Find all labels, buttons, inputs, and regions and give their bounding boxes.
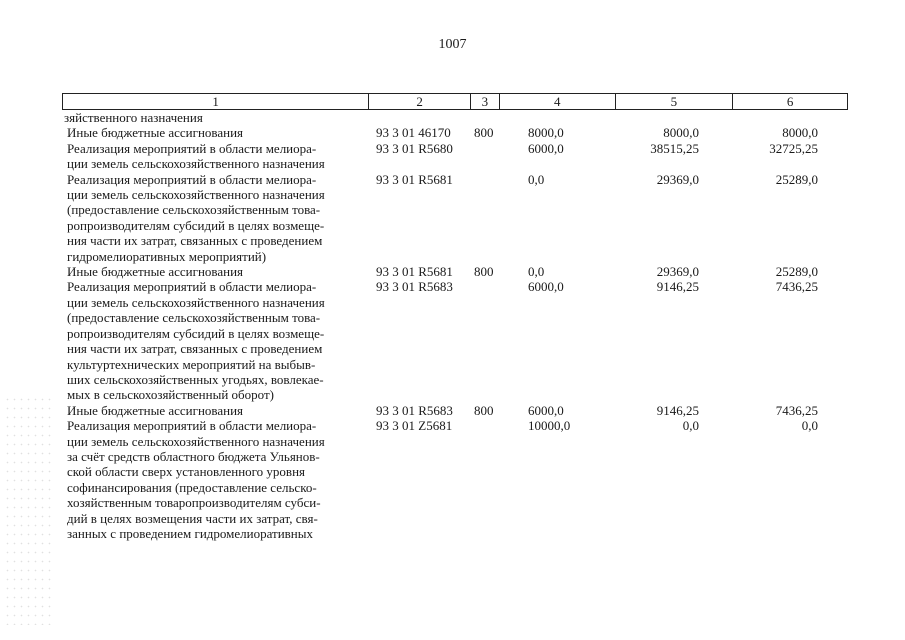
header-col-2: 2 xyxy=(369,94,471,109)
table-body xyxy=(62,110,848,541)
row-expense-type: 800 xyxy=(474,402,494,418)
row-code: 93 3 01 R5683 xyxy=(376,402,453,418)
page-number: 1007 xyxy=(438,37,467,52)
description-line: ции земель сельскохозяйственного назначения xyxy=(67,294,325,310)
row-description xyxy=(62,418,369,541)
description-line: Реализация мероприятий в области мелиора- xyxy=(67,140,317,156)
row-value-col-6: 7436,25 xyxy=(775,279,818,295)
description-line: Иные бюджетные ассигнования xyxy=(67,402,244,418)
description-line: (предоставление сельскохозяйственным това- xyxy=(67,310,321,326)
row-code: 93 3 01 46170 xyxy=(376,125,451,141)
row-value-col-4: 0,0 xyxy=(528,264,545,280)
description-line: занных с проведением гидромелиоративных xyxy=(67,525,313,541)
row-description xyxy=(62,141,369,172)
row-description xyxy=(62,279,369,402)
description-line: ния части их затрат, связанных с проведением xyxy=(67,341,323,357)
description-line: Реализация мероприятий в области мелиора- xyxy=(67,418,317,434)
description-line: культуртехнических мероприятий на выбыв- xyxy=(67,356,316,372)
row-value-col-4: 6000,0 xyxy=(528,402,564,418)
description-line: ции земель сельскохозяйственного назначения xyxy=(67,433,325,449)
row-value-col-6: 25289,0 xyxy=(775,171,818,187)
row-value-col-4: 6000,0 xyxy=(528,140,564,156)
row-code: 93 3 01 Z5681 xyxy=(376,418,453,434)
table-row xyxy=(62,403,848,418)
scan-noise xyxy=(4,395,54,625)
description-line: гидромелиоративных мероприятий) xyxy=(67,248,267,264)
header-col-4: 4 xyxy=(500,94,616,109)
row-code: 93 3 01 R5681 xyxy=(376,264,453,280)
row-description xyxy=(62,403,369,418)
header-col-1: 1 xyxy=(63,94,369,109)
row-value-col-5: 8000,0 xyxy=(663,125,699,141)
row-expense-type: 800 xyxy=(474,125,494,141)
table-row xyxy=(62,110,848,125)
description-line: (предоставление сельскохозяйственным това- xyxy=(67,202,321,218)
row-value-col-6: 25289,0 xyxy=(775,264,818,280)
description-line: Иные бюджетные ассигнования xyxy=(67,125,244,141)
description-line: ния части их затрат, связанных с проведением xyxy=(67,233,323,249)
table-row xyxy=(62,279,848,402)
description-line: софинансирования (предоставление сельско- xyxy=(67,479,317,495)
table-row xyxy=(62,172,848,264)
row-code: 93 3 01 R5683 xyxy=(376,279,453,295)
row-value-col-6: 0,0 xyxy=(801,418,818,434)
row-description xyxy=(62,110,369,125)
row-description xyxy=(62,172,369,264)
table-header xyxy=(62,93,848,110)
description-line: дий в целях возмещения части их затрат, свя- xyxy=(67,510,318,526)
row-value-col-5: 9146,25 xyxy=(656,279,699,295)
row-description xyxy=(62,125,369,140)
description-line: Иные бюджетные ассигнования xyxy=(67,264,244,280)
row-value-col-4: 6000,0 xyxy=(528,279,564,295)
header-col-5: 5 xyxy=(616,94,734,109)
description-line: ции земель сельскохозяйственного назначения xyxy=(67,187,325,203)
row-value-col-5: 29369,0 xyxy=(656,264,699,280)
row-value-col-4: 8000,0 xyxy=(528,125,564,141)
row-code: 93 3 01 R5681 xyxy=(376,171,453,187)
description-line: зяйственного назначения xyxy=(64,110,203,125)
description-line: за счёт средств областного бюджета Ульянов- xyxy=(67,448,320,464)
table-row xyxy=(62,264,848,279)
row-value-col-4: 10000,0 xyxy=(528,418,571,434)
description-line: хозяйственным товаропроизводителям субси- xyxy=(67,495,321,511)
description-line: Реализация мероприятий в области мелиора- xyxy=(67,171,317,187)
description-line: ших сельскохозяйственных угодьях, вовлекае- xyxy=(67,371,324,387)
description-line: ции земель сельскохозяйственного назначения xyxy=(67,156,325,172)
row-value-col-5: 0,0 xyxy=(682,418,699,434)
table-row xyxy=(62,125,848,140)
row-value-col-4: 0,0 xyxy=(528,171,545,187)
row-value-col-6: 32725,25 xyxy=(769,140,818,156)
description-line: мых в сельскохозяйственный оборот) xyxy=(67,387,274,403)
row-value-col-5: 29369,0 xyxy=(656,171,699,187)
description-line: ропроизводителям субсидий в целях возмеще- xyxy=(67,325,325,341)
description-line: ской области сверх установленного уровня xyxy=(67,464,305,480)
row-value-col-5: 38515,25 xyxy=(650,140,699,156)
header-col-6: 6 xyxy=(786,94,794,109)
description-line: ропроизводителям субсидий в целях возмеще- xyxy=(67,217,325,233)
row-code: 93 3 01 R5680 xyxy=(376,140,453,156)
description-line: Реализация мероприятий в области мелиора- xyxy=(67,279,317,295)
row-description xyxy=(62,264,369,279)
row-value-col-5: 9146,25 xyxy=(656,402,699,418)
table-row xyxy=(62,418,848,541)
row-expense-type: 800 xyxy=(474,264,494,280)
header-col-3: 3 xyxy=(471,94,500,109)
row-value-col-6: 7436,25 xyxy=(775,402,818,418)
table-row xyxy=(62,141,848,172)
row-value-col-6: 8000,0 xyxy=(782,125,818,141)
